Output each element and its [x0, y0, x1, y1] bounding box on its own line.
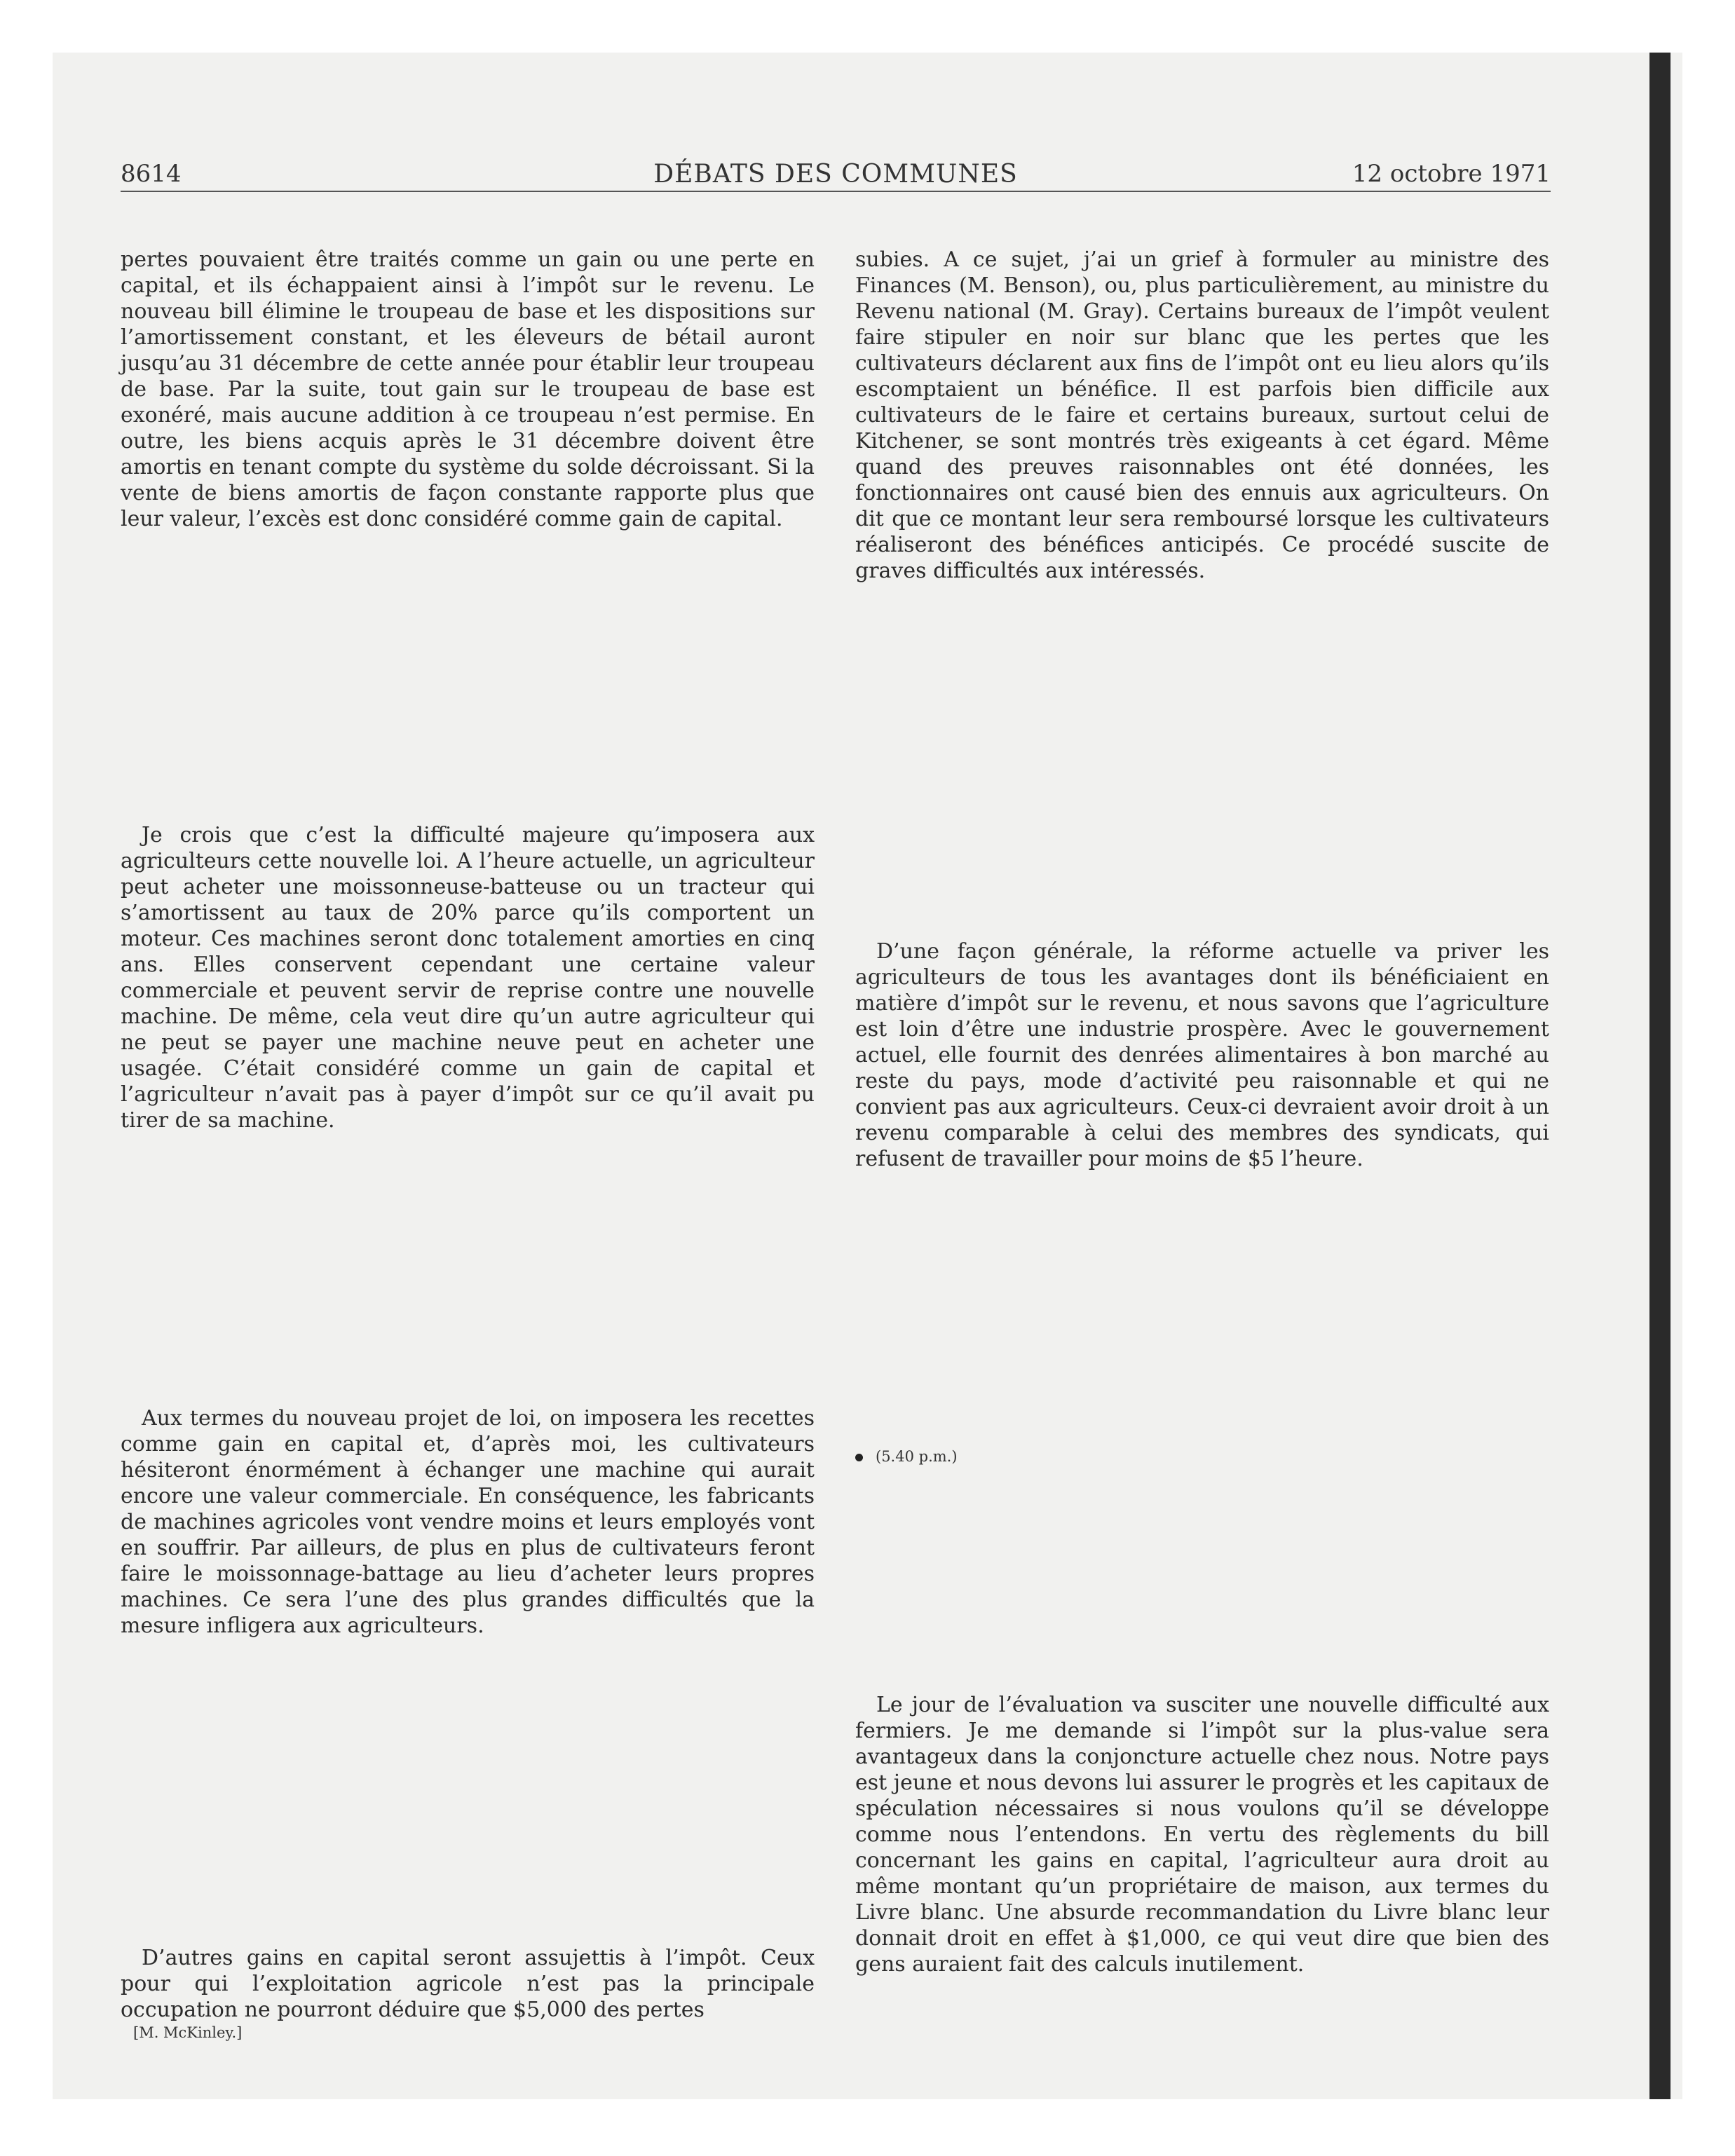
left-paragraph-4: D’autres gains en capital seront assujettis à l’impôt. Ceux pour qui l’exploitation agricole n’est pas la principale occupation ne pourront déduire que $5,000 des pertes: [121, 1946, 815, 2022]
page-number: 8614: [121, 160, 182, 188]
left-paragraph-1: pertes pouvaient être traités comme un gain ou une perte en capital, et ils échappaient ainsi à l’impôt sur le revenu. Le nouveau bill élimine le troupeau de base et les dispositions sur l’amortissement constant, et les éleveurs de bétail auront jusqu’au 31 décembre de cette année pour établir leur troupeau de base. Par la suite, tout gain sur le troupeau de base est exonéré, mais aucune addition à ce troupeau n’est permise. En outre, les biens acquis après le 31 décembre doivent être amortis en tenant compte du système du solde décroissant. Si la vente de biens amortis de façon constante rapporte plus que leur valeur, l’excès est donc considéré comme gain de capital.: [121, 247, 815, 531]
left-paragraph-2: Je crois que c’est la difficulté majeure qu’imposera aux agriculteurs cette nouvelle loi. A l’heure actuelle, un agriculteur peut acheter une moissonneuse-batteuse ou un tracteur qui s’amortissent au taux de 20% parce qu’ils comportent un moteur. Ces machines seront donc totalement amorties en cinq ans. Elles conservent cependant une certaine valeur commerciale et peuvent servir de reprise contre une nouvelle machine. De même, cela veut dire qu’un autre agriculteur qui ne peut se payer une machine neuve peut en acheter une usagée. C’était considéré comme un gain de capital et l’agriculteur n’avait pas à payer d’impôt sur ce qu’il avait pu tirer de sa machine.: [121, 823, 815, 1133]
time-marker-text: (5.40 p.m.): [876, 1448, 958, 1465]
right-paragraph-3: Le jour de l’évaluation va susciter une nouvelle difficulté aux fermiers. Je me demande si l’impôt sur la plus-value sera avantageux dans la conjoncture actuelle chez nous. Notre pays est jeune et nous devons lui assurer le progrès et les capitaux de spéculation nécessaires si nous voulons qu’il se développe comme nous l’entendons. En vertu des règlements du bill concernant les gains en capital, l’agriculteur aura droit au même montant qu’un propriétaire de maison, aux termes du Livre blanc. Une absurde recommandation du Livre blanc leur donnait droit en effet à $1,000, ce qui veut dire que bien des gens auraient fait des calculs inutilement.: [855, 1693, 1549, 1977]
page-header: [121, 160, 1551, 192]
right-paragraph-2: D’une façon générale, la réforme actuelle va priver les agriculteurs de tous les avantages dont ils bénéficiaient en matière d’impôt sur le revenu, et nous savons que l’agriculture est loin d’être une industrie prospère. Avec le gouvernement actuel, elle fournit des denrées alimentaires à bon marché au reste du pays, mode d’activité peu raisonnable et qui ne convient pas aux agriculteurs. Ceux-ci devraient avoir droit à un revenu comparable à celui des membres des syndicats, qui refusent de travailler pour moins de $5 l’heure.: [855, 939, 1549, 1171]
speaker-attribution: [M. McKinley.]: [133, 2024, 243, 2041]
time-marker: [855, 1448, 958, 1465]
right-paragraph-1: subies. A ce sujet, j’ai un grief à formuler au ministre des Finances (M. Benson), ou, plus particulièrement, au ministre du Revenu national (M. Gray). Certains bureaux de l’impôt veulent faire stipuler en noir sur blanc que les pertes que les cultivateurs déclarent aux fins de l’impôt ont eu lieu alors qu’ils escomptaient un bénéfice. Il est parfois bien difficile aux cultivateurs de le faire et certains bureaux, surtout celui de Kitchener, se sont montrés très exigeants à cet égard. Même quand des preuves raisonnables ont été données, les fonctionnaires ont causé bien des ennuis aux agriculteurs. On dit que ce montant leur sera remboursé lorsque les cultivateurs réaliseront des bénéfices anticipés. Ce procédé suscite de graves difficultés aux intéressés.: [855, 247, 1549, 583]
scan-edge-shadow: [1649, 53, 1671, 2099]
left-paragraph-3: Aux termes du nouveau projet de loi, on imposera les recettes comme gain en capital et, d’après moi, les cultivateurs hésiteront énormément à échanger une machine qui aurait encore une valeur commerciale. En conséquence, les fabricants de machines agricoles vont vendre moins et leurs employés vont en souffrir. Par ailleurs, de plus en plus de cultivateurs feront faire le moissonnage-battage au lieu d’acheter leurs propres machines. Ce sera l’une des plus grandes difficultés que la mesure infligera aux agriculteurs.: [121, 1406, 815, 1638]
publication-date: 12 octobre 1971: [1352, 160, 1551, 188]
bullet-icon: [855, 1454, 863, 1461]
publication-title: DÉBATS DES COMMUNES: [653, 160, 1018, 189]
